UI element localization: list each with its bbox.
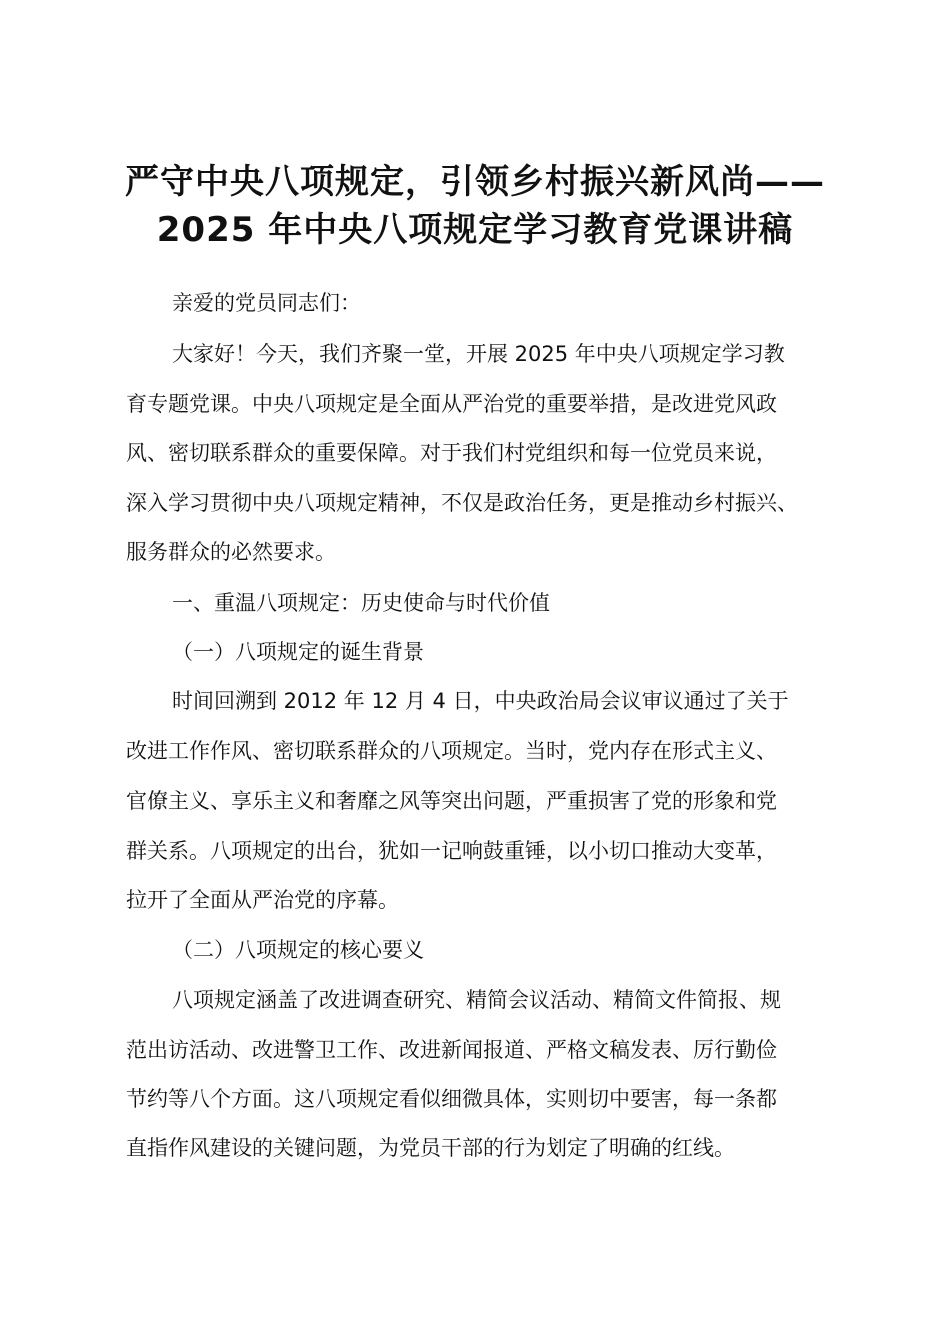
subsection-1-line-1: 时间回溯到 2012 年 12 月 4 日，中央政治局会议审议通过了关于 [172, 689, 789, 713]
subsection-1-line-4: 群关系。八项规定的出台，犹如一记响鼓重锤，以小切口推动大变革， [126, 839, 777, 863]
intro-line-2: 育专题党课。中央八项规定是全面从严治党的重要举措，是改进党风政 [126, 392, 777, 416]
subsection-2-heading: （二）八项规定的核心要义 [172, 938, 424, 962]
document-title-line-2: 2025 年中央八项规定学习教育党课讲稿 [156, 210, 794, 250]
subsection-2-line-2: 范出访活动、改进警卫工作、改进新闻报道、严格文稿发表、厉行勤俭 [126, 1038, 777, 1062]
intro-line-3: 风、密切联系群众的重要保障。对于我们村党组织和每一位党员来说， [126, 441, 777, 465]
subsection-1-line-3: 官僚主义、享乐主义和奢靡之风等突出问题，严重损害了党的形象和党 [126, 789, 777, 813]
subsection-1-line-2: 改进工作作风、密切联系群众的八项规定。当时，党内存在形式主义、 [126, 739, 777, 763]
subsection-1-line-5: 拉开了全面从严治党的序幕。 [126, 888, 399, 912]
subsection-2-line-3: 节约等八个方面。这八项规定看似细微具体，实则切中要害，每一条都 [126, 1087, 777, 1111]
intro-line-1: 大家好！今天，我们齐聚一堂，开展 2025 年中央八项规定学习教 [172, 342, 785, 366]
subsection-2-line-1: 八项规定涵盖了改进调查研究、精简会议活动、精简文件简报、规 [172, 988, 781, 1012]
intro-line-4: 深入学习贯彻中央八项规定精神，不仅是政治任务，更是推动乡村振兴、 [126, 491, 798, 515]
section-1-heading: 一、重温八项规定：历史使命与时代价值 [172, 591, 550, 615]
greeting: 亲爱的党员同志们： [172, 291, 361, 315]
subsection-1-heading: （一）八项规定的诞生背景 [172, 640, 424, 664]
intro-line-5: 服务群众的必然要求。 [126, 540, 336, 564]
document-title-line-1: 严守中央八项规定，引领乡村振兴新风尚—— [125, 162, 825, 202]
subsection-2-line-4: 直指作风建设的关键问题，为党员干部的行为划定了明确的红线。 [126, 1136, 735, 1160]
